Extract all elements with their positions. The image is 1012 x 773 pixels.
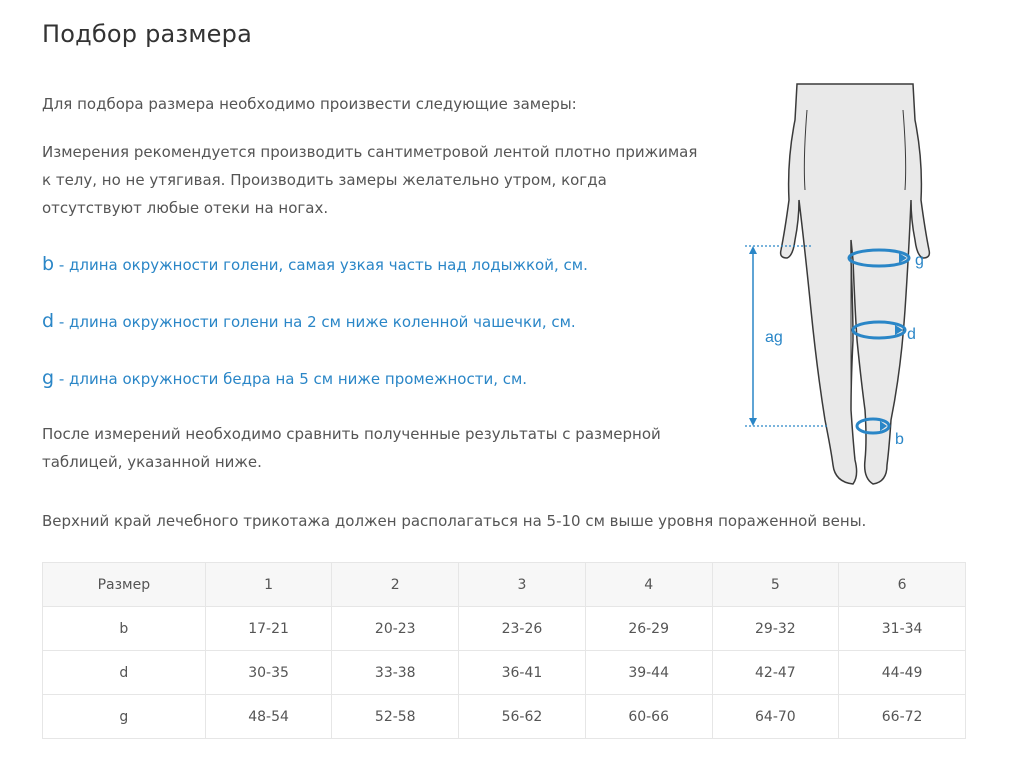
advice-text: Измерения рекомендуется производить сантиметровой лентой плотно прижимая к телу, но не утягивая. Производить замеры желательно утром, когда отсутствуют любые отеки на ногах. <box>42 143 698 217</box>
size-table <box>42 562 966 739</box>
table-cell: 52-58 <box>332 695 459 739</box>
table-cell: 23-26 <box>459 607 586 651</box>
leg-measurement-illustration <box>735 80 955 490</box>
table-cell: 39-44 <box>585 651 712 695</box>
measure-d-letter: d <box>42 310 55 332</box>
table-cell: 66-72 <box>839 695 966 739</box>
table-cell: 26-29 <box>585 607 712 651</box>
measure-b <box>42 250 588 279</box>
table-cell: d <box>43 651 206 695</box>
label-g: g <box>915 252 924 269</box>
measure-g <box>42 364 527 393</box>
header-cell: 2 <box>332 563 459 607</box>
table-cell: 48-54 <box>205 695 332 739</box>
table-cell: 36-41 <box>459 651 586 695</box>
table-cell: 30-35 <box>205 651 332 695</box>
measure-d <box>42 307 576 336</box>
table-row <box>43 651 966 695</box>
table-cell: 31-34 <box>839 607 966 651</box>
table-row <box>43 607 966 651</box>
measure-g-text: - длина окружности бедра на 5 см ниже промежности, см. <box>54 370 528 388</box>
table-cell: 60-66 <box>585 695 712 739</box>
table-cell: 29-32 <box>712 607 839 651</box>
upper-edge-text: Верхний край лечебного трикотажа должен располагаться на 5-10 см выше уровня пораженной вены. <box>42 512 867 530</box>
table-row <box>43 695 966 739</box>
label-ag: ag <box>765 329 783 346</box>
table-cell: b <box>43 607 206 651</box>
after-text: После измерений необходимо сравнить полученные результаты с размерной таблицей, указанной ниже. <box>42 425 661 471</box>
header-cell: 6 <box>839 563 966 607</box>
table-cell: 33-38 <box>332 651 459 695</box>
table-header-row <box>43 563 966 607</box>
table-cell: 64-70 <box>712 695 839 739</box>
table-cell: 42-47 <box>712 651 839 695</box>
table-cell: 56-62 <box>459 695 586 739</box>
header-cell: 1 <box>205 563 332 607</box>
table-cell: 20-23 <box>332 607 459 651</box>
intro-text: Для подбора размера необходимо произвести следующие замеры: <box>42 95 577 113</box>
table-cell: g <box>43 695 206 739</box>
measure-b-letter: b <box>42 253 55 275</box>
header-cell: 4 <box>585 563 712 607</box>
measure-g-letter: g <box>42 367 55 389</box>
measure-d-text: - длина окружности голени на 2 см ниже коленной чашечки, см. <box>54 313 576 331</box>
page-title: Подбор размера <box>42 20 252 48</box>
header-cell: 5 <box>712 563 839 607</box>
header-cell: 3 <box>459 563 586 607</box>
header-cell: Размер <box>43 563 206 607</box>
body-silhouette <box>781 84 930 484</box>
table-cell: 17-21 <box>205 607 332 651</box>
table-cell: 44-49 <box>839 651 966 695</box>
label-d: d <box>907 326 916 343</box>
label-b: b <box>895 431 904 448</box>
measure-b-text: - длина окружности голени, самая узкая часть над лодыжкой, см. <box>54 256 588 274</box>
